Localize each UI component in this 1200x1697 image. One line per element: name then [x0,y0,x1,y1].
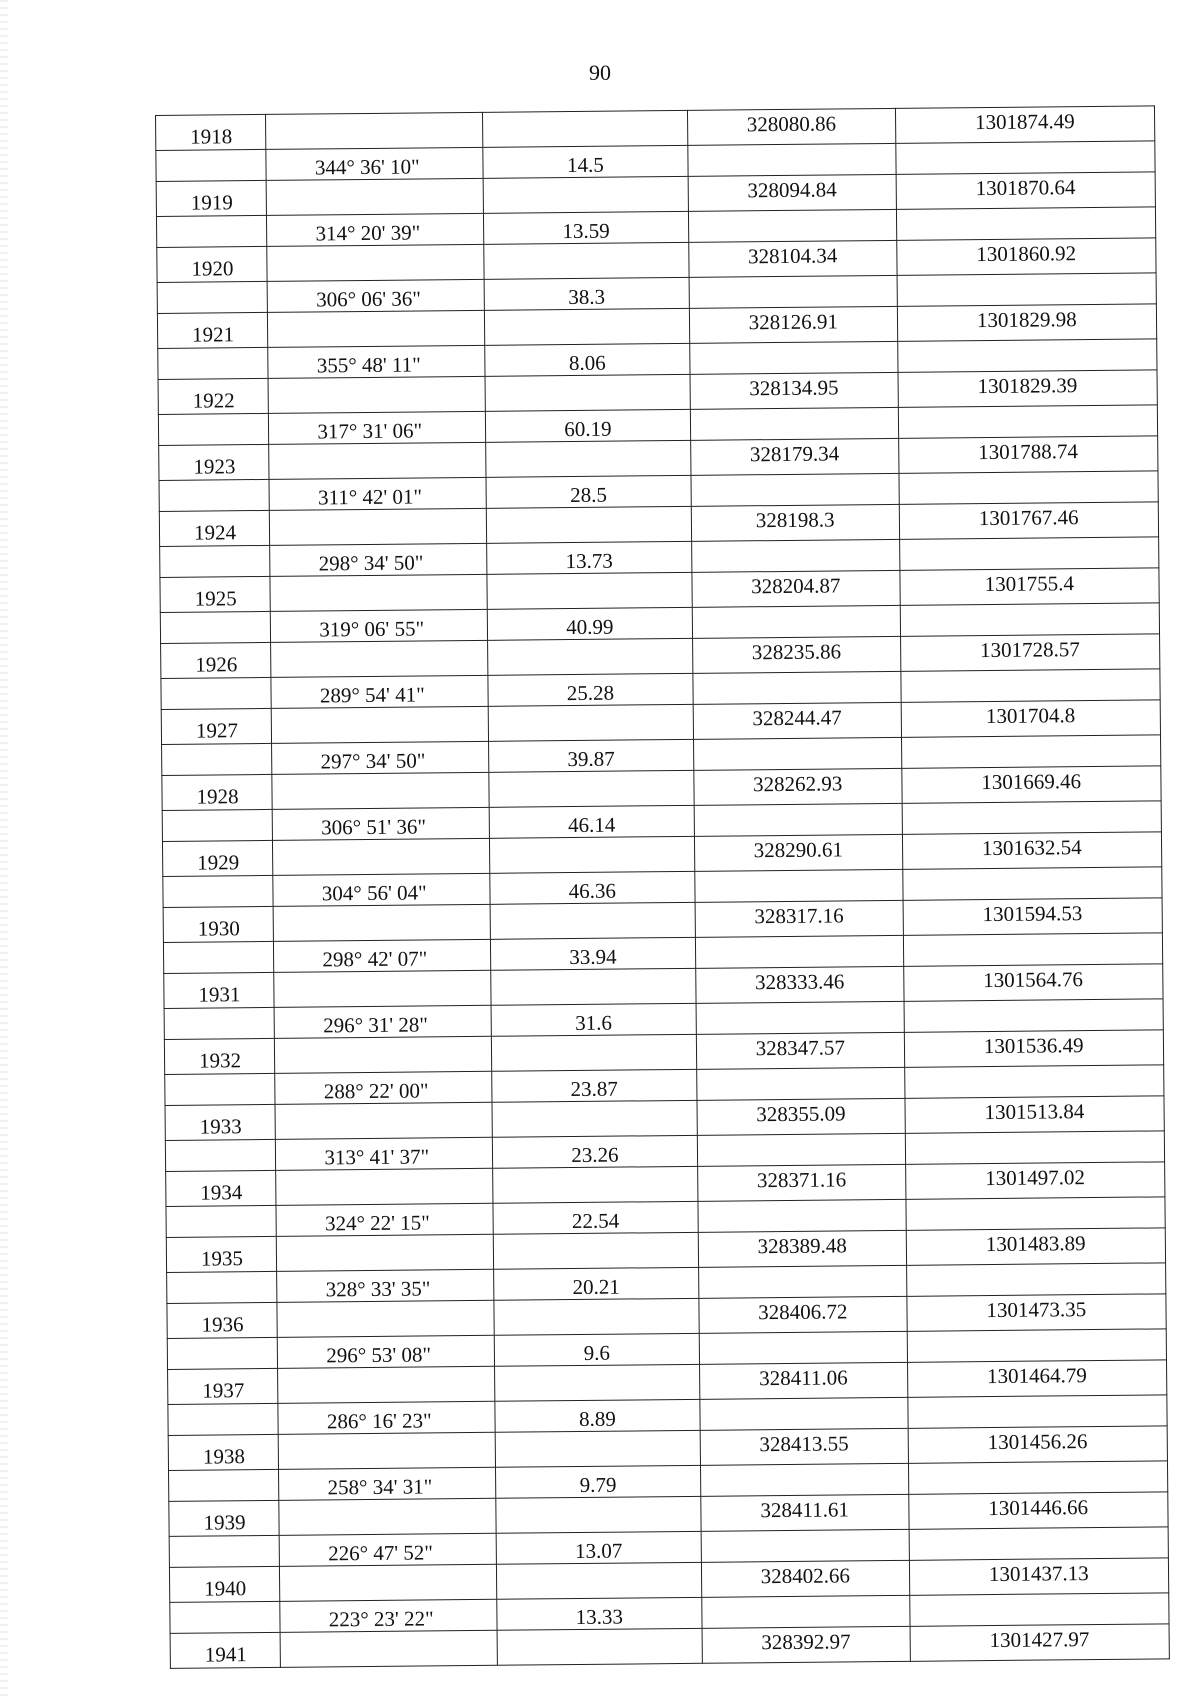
distance-cell: 31.6 [491,1003,697,1036]
bearing-cell: 311° 42' 01" [269,477,486,511]
station-cell [162,743,273,776]
distance-cell [482,110,688,146]
easting-cell: 1301870.64 [896,172,1156,209]
northing-cell: 328134.95 [690,372,898,408]
easting-cell: 1301536.49 [904,1030,1164,1067]
easting-cell: 1301669.46 [901,766,1161,803]
northing-cell [696,1001,904,1034]
northing-cell: 328290.61 [694,834,902,870]
station-cell: 1941 [170,1632,281,1668]
northing-cell: 328080.86 [688,108,896,144]
bearing-cell: 304° 56' 04" [273,873,490,907]
northing-cell [692,539,900,572]
distance-cell [492,1100,698,1136]
distance-cell: 13.73 [486,541,692,574]
easting-cell: 1301513.84 [905,1096,1165,1133]
distance-cell [485,440,691,476]
northing-cell [698,1199,906,1232]
northing-cell: 328411.61 [701,1494,909,1530]
station-cell: 1931 [164,972,275,1008]
northing-cell: 328204.87 [692,570,900,606]
distance-cell: 28.5 [486,475,692,508]
station-cell: 1935 [166,1236,277,1272]
distance-cell [484,308,690,344]
distance-cell: 9.6 [494,1333,700,1366]
easting-cell: 1301483.89 [906,1228,1166,1265]
easting-cell: 1301755.4 [899,568,1159,605]
station-cell [164,1007,275,1040]
bearing-cell [277,1300,494,1337]
easting-cell [902,800,1162,834]
northing-cell [691,473,899,506]
distance-cell: 40.99 [487,607,693,640]
easting-cell [907,1394,1167,1428]
station-cell: 1920 [157,246,268,282]
station-cell [162,809,273,842]
distance-cell: 13.33 [496,1597,702,1630]
distance-cell [496,1562,702,1598]
station-cell: 1923 [159,444,270,480]
station-cell: 1921 [157,312,268,348]
northing-cell [694,803,902,836]
distance-cell: 14.5 [483,145,689,178]
northing-cell [688,143,896,176]
bearing-cell: 258° 34' 31" [279,1467,496,1501]
distance-cell: 13.07 [496,1531,702,1564]
northing-cell [692,605,900,638]
bearing-cell: 306° 06' 36" [267,279,484,313]
distance-cell [485,374,691,410]
northing-cell [697,1133,905,1166]
bearing-cell: 298° 42' 07" [274,939,491,973]
bearing-cell [276,1168,493,1205]
easting-cell: 1301728.57 [900,634,1160,671]
easting-cell [907,1328,1167,1362]
distance-cell: 23.26 [492,1135,698,1168]
station-cell [170,1601,281,1634]
easting-cell [902,866,1162,900]
bearing-cell [275,1102,492,1139]
bearing-cell [272,772,489,809]
easting-cell: 1301446.66 [908,1492,1168,1529]
station-cell: 1936 [167,1302,278,1338]
survey-coordinates-table [155,105,1170,1668]
easting-cell: 1301594.53 [903,898,1163,935]
station-cell [169,1469,280,1502]
station-cell [168,1403,279,1436]
station-cell: 1918 [156,114,267,150]
northing-cell [695,935,903,968]
northing-cell: 328317.16 [695,900,903,936]
distance-cell [488,704,694,740]
bearing-cell: 297° 34' 50" [272,741,489,775]
easting-cell [897,338,1157,372]
bearing-cell [279,1432,496,1469]
bearing-cell: 319° 06' 55" [271,609,488,643]
distance-cell [489,836,695,872]
northing-cell: 328402.66 [701,1560,909,1596]
station-cell: 1932 [164,1038,275,1074]
easting-cell: 1301456.26 [908,1426,1168,1463]
easting-cell [900,602,1160,636]
bearing-cell: 223° 23' 22" [280,1599,497,1633]
bearing-cell: 296° 53' 08" [278,1335,495,1369]
station-cell: 1930 [163,906,274,942]
northing-cell: 328262.93 [694,768,902,804]
easting-cell: 1301767.46 [899,502,1159,539]
distance-cell: 9.79 [495,1465,701,1498]
easting-cell [895,140,1155,174]
distance-cell: 33.94 [490,937,696,970]
bearing-cell: 296° 31' 28" [274,1005,491,1039]
distance-cell [492,1166,698,1202]
easting-cell: 1301464.79 [907,1360,1167,1397]
station-cell [167,1337,278,1370]
easting-cell: 1301497.02 [905,1162,1165,1199]
bearing-cell [275,1036,492,1073]
bearing-cell [273,838,490,875]
distance-cell [490,968,696,1004]
station-cell: 1927 [161,708,272,744]
easting-cell: 1301564.76 [903,964,1163,1001]
northing-cell: 328198.3 [691,504,899,540]
station-cell [157,281,268,314]
easting-cell [896,206,1156,240]
bearing-cell [278,1366,495,1403]
station-cell [167,1271,278,1304]
station-cell: 1934 [166,1170,277,1206]
bearing-cell [271,640,488,677]
bearing-cell [267,244,484,281]
easting-cell [909,1526,1169,1560]
northing-cell [689,275,897,308]
northing-cell: 328411.06 [700,1362,908,1398]
easting-cell [903,932,1163,966]
bearing-cell: 226° 47' 52" [280,1533,497,1567]
easting-cell [897,272,1157,306]
northing-cell: 328235.86 [693,636,901,672]
easting-cell: 1301427.97 [910,1624,1170,1661]
bearing-cell: 355° 48' 11" [268,345,485,379]
easting-cell: 1301788.74 [898,436,1158,473]
northing-cell [702,1595,910,1628]
station-cell [156,149,267,182]
bearing-cell [268,376,485,413]
bearing-cell [267,178,484,215]
northing-cell [697,1067,905,1100]
northing-cell: 328333.46 [696,966,904,1002]
northing-cell [690,341,898,374]
distance-cell [497,1628,703,1664]
distance-cell: 39.87 [488,739,694,772]
easting-cell: 1301437.13 [909,1558,1169,1595]
northing-cell: 328392.97 [702,1626,910,1662]
distance-cell: 60.19 [485,409,691,442]
northing-cell [700,1397,908,1430]
station-cell [169,1535,280,1568]
easting-cell [899,536,1159,570]
scan-margin-shadow [0,0,8,1697]
bearing-cell: 306° 51' 36" [273,807,490,841]
station-cell: 1929 [162,840,273,876]
northing-cell [693,671,901,704]
distance-cell [490,902,696,938]
northing-cell: 328371.16 [698,1164,906,1200]
distance-cell [495,1430,701,1466]
distance-cell: 8.89 [495,1399,701,1432]
bearing-cell [269,442,486,479]
station-cell: 1937 [168,1368,279,1404]
distance-cell [489,770,695,806]
northing-cell: 328406.72 [699,1296,907,1332]
distance-cell [487,572,693,608]
northing-cell: 328389.48 [698,1230,906,1266]
page-number: 90 [589,60,611,85]
easting-cell [900,668,1160,702]
station-cell [156,215,267,248]
station-cell: 1928 [162,774,273,810]
northing-cell [694,737,902,770]
bearing-cell: 288° 22' 00" [275,1071,492,1105]
bearing-cell [270,508,487,545]
distance-cell: 25.28 [488,673,694,706]
station-cell: 1926 [161,642,272,678]
distance-cell [496,1496,702,1532]
station-cell [165,1139,276,1172]
bearing-cell [279,1498,496,1535]
distance-cell: 23.87 [491,1069,697,1102]
station-cell [161,677,272,710]
easting-cell [909,1592,1169,1626]
station-cell [160,545,271,578]
distance-cell [491,1034,697,1070]
northing-cell: 328413.55 [700,1428,908,1464]
distance-cell: 20.21 [493,1267,699,1300]
bearing-cell [270,574,487,611]
bearing-cell [266,112,483,149]
station-cell [158,347,269,380]
northing-cell: 328347.57 [696,1032,904,1068]
station-cell: 1933 [165,1104,276,1140]
northing-cell: 328094.84 [688,174,896,210]
station-cell: 1939 [169,1500,280,1536]
bearing-cell: 314° 20' 39" [267,213,484,247]
station-cell: 1938 [168,1434,279,1470]
northing-cell: 328179.34 [691,438,899,474]
easting-cell [898,404,1158,438]
table-body [156,106,1170,1668]
station-cell: 1919 [156,180,267,216]
northing-cell [701,1529,909,1562]
easting-cell [904,1064,1164,1098]
distance-cell [493,1232,699,1268]
distance-cell [487,638,693,674]
northing-cell [695,869,903,902]
bearing-cell: 313° 41' 37" [276,1137,493,1171]
bearing-cell: 317° 31' 06" [269,411,486,445]
distance-cell: 13.59 [483,211,689,244]
northing-cell [701,1463,909,1496]
easting-cell: 1301704.8 [901,700,1161,737]
easting-cell [905,1130,1165,1164]
bearing-cell: 298° 34' 50" [270,543,487,577]
station-cell [166,1205,277,1238]
northing-cell: 328104.34 [689,240,897,276]
easting-cell: 1301860.92 [896,238,1156,275]
easting-cell [908,1460,1168,1494]
easting-cell [904,998,1164,1032]
distance-cell [494,1298,700,1334]
bearing-cell [277,1234,494,1271]
station-cell [158,413,269,446]
northing-cell: 328244.47 [693,702,901,738]
northing-cell [688,209,896,242]
distance-cell [494,1364,700,1400]
station-cell: 1925 [160,576,271,612]
distance-cell: 38.3 [484,277,690,310]
station-cell: 1940 [169,1566,280,1602]
easting-cell: 1301829.98 [897,304,1157,341]
bearing-cell: 286° 16' 23" [278,1401,495,1435]
bearing-cell: 324° 22' 15" [276,1203,493,1237]
distance-cell [486,506,692,542]
easting-cell [906,1262,1166,1296]
station-cell [165,1073,276,1106]
bearing-cell: 289° 54' 41" [271,675,488,709]
bearing-cell [274,970,491,1007]
distance-cell: 8.06 [484,343,690,376]
easting-cell: 1301874.49 [895,106,1155,143]
bearing-cell: 344° 36' 10" [266,147,483,181]
bearing-cell [280,1564,497,1601]
easting-cell [899,470,1159,504]
easting-cell: 1301632.54 [902,832,1162,869]
northing-cell [690,407,898,440]
bearing-cell [273,904,490,941]
station-cell [163,875,274,908]
easting-cell: 1301473.35 [906,1294,1166,1331]
distance-cell [483,242,689,278]
bearing-cell [272,706,489,743]
northing-cell: 328126.91 [689,306,897,342]
northing-cell: 328355.09 [697,1098,905,1134]
station-cell [160,611,271,644]
station-cell [163,941,274,974]
easting-cell: 1301829.39 [898,370,1158,407]
easting-cell [905,1196,1165,1230]
distance-cell: 22.54 [493,1201,699,1234]
northing-cell [699,1331,907,1364]
distance-cell [483,176,689,212]
northing-cell [699,1265,907,1298]
station-cell [159,479,270,512]
distance-cell: 46.36 [490,871,696,904]
station-cell: 1922 [158,378,269,414]
station-cell: 1924 [159,510,270,546]
bearing-cell [268,310,485,347]
bearing-cell: 328° 33' 35" [277,1269,494,1303]
bearing-cell [280,1630,497,1667]
distance-cell: 46.14 [489,805,695,838]
easting-cell [901,734,1161,768]
